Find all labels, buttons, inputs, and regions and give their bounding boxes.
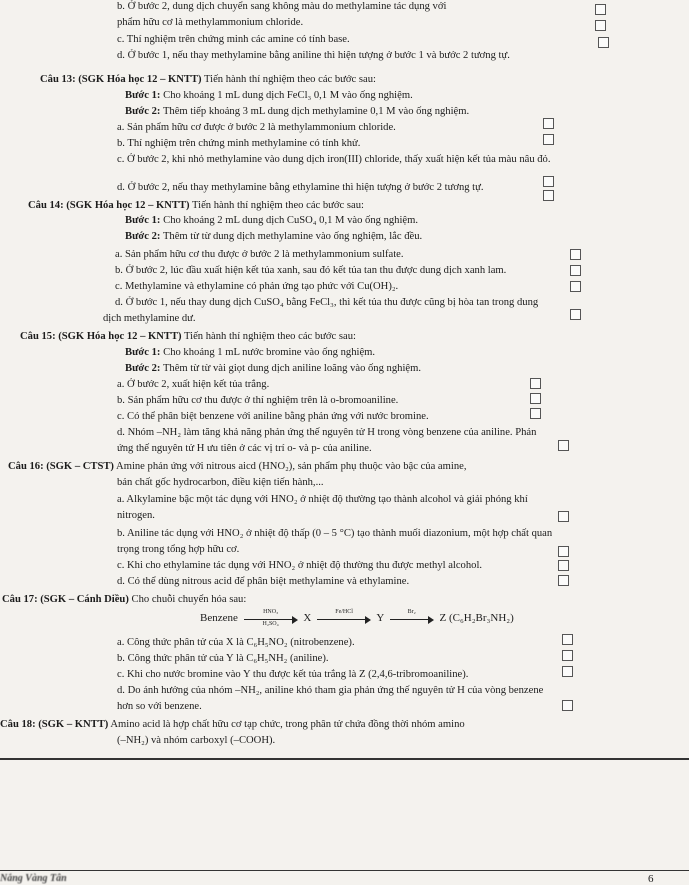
answer-checkbox[interactable]: [558, 511, 569, 522]
answer-checkbox[interactable]: [570, 309, 581, 320]
answer-checkbox[interactable]: [562, 650, 573, 661]
scheme-y: Y: [376, 612, 384, 624]
reaction-scheme: [200, 609, 514, 628]
answer-checkbox[interactable]: [530, 378, 541, 389]
question-16-option-b-cont: trọng trong tổng hợp hữu cơ.: [117, 544, 240, 555]
answer-checkbox[interactable]: [595, 20, 606, 31]
answer-checkbox[interactable]: [570, 281, 581, 292]
scheme-z: Z (C₆H₂Br₃NH₂): [439, 612, 514, 624]
answer-checkbox[interactable]: [562, 700, 573, 711]
question-14-option-d: d. Ở bước 1, nếu thay dung dịch CuSO₄ bằng FeCl₃, thì kết tủa thu được cũng bị hòa tan trong dung: [115, 297, 539, 308]
answer-checkbox[interactable]: [558, 560, 569, 571]
arrow-2-icon: Fe/HCl: [317, 612, 371, 624]
answer-checkbox[interactable]: [530, 393, 541, 404]
question-16-option-c: c. Khi cho ethylamine tác dụng với HNO₂ ở nhiệt độ thường thu được methyl alcohol.: [117, 560, 483, 571]
answer-checkbox[interactable]: [543, 190, 554, 201]
page-number: 6: [648, 873, 654, 885]
answer-checkbox[interactable]: [595, 4, 606, 15]
prev-item-c: c. Thí nghiệm trên chứng minh các amine có tính base.: [117, 34, 350, 45]
question-13-option-d: d. Ở bước 2, nếu thay methylamine bằng ethylamine thì hiện tượng ở bước 2 tương tự.: [117, 182, 484, 193]
question-15-option-b: b. Sản phẩm hữu cơ thu được ở thí nghiệm trên là o-bromoaniline.: [117, 395, 399, 406]
answer-checkbox[interactable]: [558, 440, 569, 451]
question-14-step-2: Bước 2: Thêm từ từ dung dịch methylamine vào ống nghiệm, lắc đều.: [125, 231, 423, 242]
question-18-intro-cont: (–NH₂) và nhóm carboxyl (–COOH).: [117, 735, 276, 746]
question-16-title: Câu 16: (SGK – CTST) Amine phản ứng với nitrous aicd (HNO₂), sản phẩm phụ thuộc vào bậc của amine,: [8, 461, 467, 472]
answer-checkbox[interactable]: [598, 37, 609, 48]
answer-checkbox[interactable]: [570, 249, 581, 260]
arrow-1-icon: HNO₃ H₂SO₄: [244, 612, 298, 624]
question-16-intro-cont: bản chất gốc hydrocarbon, điều kiện tiến hành,...: [117, 477, 324, 488]
scheme-start: Benzene: [200, 612, 238, 624]
question-13-option-c: c. Ở bước 2, khi nhỏ methylamine vào dung dịch iron(III) chloride, thấy xuất hiện kết tủa màu nâu đỏ.: [117, 154, 551, 165]
footer-watermark: Nắng Vàng Tân: [0, 873, 67, 884]
question-17-option-a: a. Công thức phân tử của X là C₆H₅NO₂ (nitrobenzene).: [117, 637, 355, 648]
prev-item-b-cont: phẩm hữu cơ là methylammonium chloride.: [117, 17, 304, 28]
answer-checkbox[interactable]: [543, 118, 554, 129]
answer-checkbox[interactable]: [543, 176, 554, 187]
question-15-option-c: c. Có thể phân biệt benzene với aniline bằng phản ứng với nước bromine.: [117, 411, 429, 422]
answer-checkbox[interactable]: [530, 408, 541, 419]
question-14-option-b: b. Ở bước 2, lúc đầu xuất hiện kết tủa xanh, sau đó kết tủa tan thu được dung dịch xanh lam.: [115, 265, 507, 276]
question-13-step-2: Bước 2: Thêm tiếp khoảng 3 mL dung dịch methylamine 0,1 M vào ống nghiệm.: [125, 106, 470, 117]
question-15-option-a: a. Ở bước 2, xuất hiện kết tủa trắng.: [117, 379, 270, 390]
question-16-option-b: b. Aniline tác dụng với HNO₂ ở nhiệt độ thấp (0 – 5 °C) tạo thành muối diazonium, một hợp chất quan: [117, 528, 553, 539]
footer-rule: [0, 870, 689, 871]
question-14-option-c: c. Methylamine và ethylamine có phản ứng tạo phức với Cu(OH)₂.: [115, 281, 399, 292]
answer-checkbox[interactable]: [558, 575, 569, 586]
question-15-option-d: d. Nhóm –NH₂ làm tăng khả năng phản ứng thế nguyên tử H trong vòng benzene của aniline. Phản: [117, 427, 537, 438]
arrow-3-icon: Br₂: [390, 612, 434, 624]
question-14-title: Câu 14: (SGK Hóa học 12 – KNTT) Tiến hành thí nghiệm theo các bước sau:: [28, 200, 364, 211]
question-17-title: Câu 17: (SGK – Cánh Diều) Cho chuỗi chuyển hóa sau:: [2, 594, 247, 605]
question-14-option-d-cont: dịch methylamine dư.: [103, 313, 196, 324]
question-14-option-a: a. Sản phẩm hữu cơ thu được ở bước 2 là methylammonium sulfate.: [115, 249, 404, 260]
question-16-option-d: d. Có thể dùng nitrous acid để phân biệt methylamine và ethylamine.: [117, 576, 410, 587]
question-17-option-d-cont: hơn so với benzene.: [117, 701, 202, 712]
question-17-option-b: b. Công thức phân tử của Y là C₆H₅NH₂ (aniline).: [117, 653, 329, 664]
question-18-title: Câu 18: (SGK – KNTT) Amino acid là hợp chất hữu cơ tạp chức, trong phân tử chứa đồng thời nhóm amino: [0, 719, 465, 730]
answer-checkbox[interactable]: [558, 546, 569, 557]
question-15-step-1: Bước 1: Cho khoảng 1 mL nước bromine vào ống nghiệm.: [125, 347, 376, 358]
question-14-step-1: Bước 1: Cho khoảng 2 mL dung dịch CuSO₄ 0,1 M vào ống nghiệm.: [125, 215, 419, 226]
question-13-step-1: Bước 1: Cho khoảng 1 mL dung dịch FeCl₃ 0,1 M vào ống nghiệm.: [125, 90, 413, 101]
question-16-option-a-cont: nitrogen.: [117, 510, 155, 521]
question-15-title: Câu 15: (SGK Hóa học 12 – KNTT) Tiến hành thí nghiệm theo các bước sau:: [20, 331, 356, 342]
question-16-option-a: a. Alkylamine bậc một tác dụng với HNO₂ ở nhiệt độ thường tạo thành alcohol và giải phóng khí: [117, 494, 528, 505]
question-13-option-b: b. Thí nghiệm trên chứng minh methylamine có tính khử.: [117, 138, 361, 149]
question-13-title: Câu 13: (SGK Hóa học 12 – KNTT) Tiến hành thí nghiệm theo các bước sau:: [40, 74, 376, 85]
answer-checkbox[interactable]: [543, 134, 554, 145]
answer-checkbox[interactable]: [570, 265, 581, 276]
prev-item-d: d. Ở bước 1, nếu thay methylamine bằng aniline thì hiện tượng ở bước 1 và bước 2 tương tự.: [117, 50, 510, 61]
question-17-option-c: c. Khi cho nước bromine vào Y thu được kết tủa trắng là Z (2,4,6-tribromoaniline).: [117, 669, 469, 680]
prev-item-b: b. Ở bước 2, dung dịch chuyển sang không màu do methylamine tác dụng với: [117, 1, 447, 12]
question-17-option-d: d. Do ảnh hưởng của nhóm –NH₂, aniline khó tham gia phản ứng thế nguyên tử H của vòng benzene: [117, 685, 544, 696]
question-15-step-2: Bước 2: Thêm từ từ vài giọt dung dịch aniline loãng vào ống nghiệm.: [125, 363, 421, 374]
answer-checkbox[interactable]: [562, 666, 573, 677]
question-15-option-d-cont: ứng thế nguyên tử H ưu tiên ở các vị trí o- và p- của aniline.: [117, 443, 372, 454]
question-13-option-a: a. Sản phẩm hữu cơ được ở bước 2 là methylammonium chloride.: [117, 122, 396, 133]
answer-checkbox[interactable]: [562, 634, 573, 645]
scheme-x: X: [303, 612, 312, 624]
footer-divider: [0, 758, 689, 760]
